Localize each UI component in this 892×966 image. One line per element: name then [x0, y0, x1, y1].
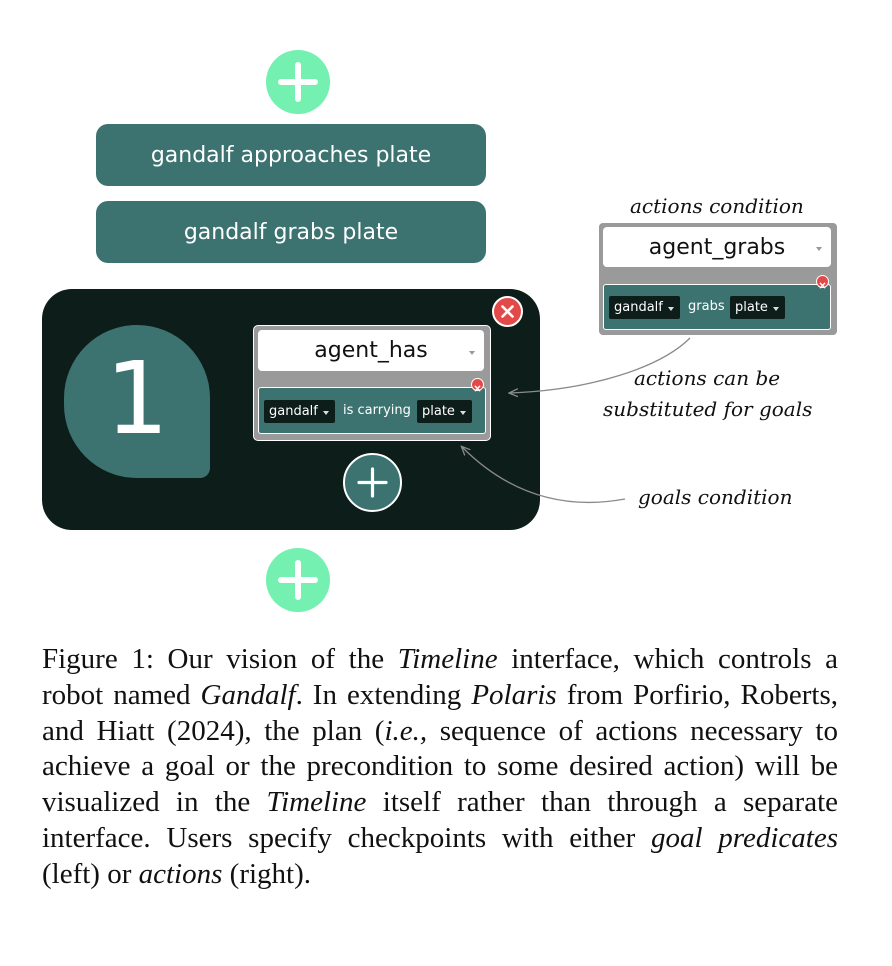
caption-emphasis: i.e., [384, 714, 428, 747]
caption-emphasis: Gandalf [200, 678, 296, 711]
agent-value: gandalf [269, 404, 318, 419]
relation-text: is carrying [343, 403, 411, 418]
figure-caption [42, 642, 838, 893]
substitution-annotation-line2: substituted for goals [603, 397, 813, 421]
actions-condition-title: actions condition [630, 194, 804, 218]
caption-text: Figure 1: Our vision of the [42, 643, 398, 675]
caption-text: interface, which controls a robot named [42, 643, 838, 711]
caption-text: from Porfirio, Roberts, and Hiatt (2024), the plan ( [42, 678, 838, 747]
goals-condition-annotation: goals condition [638, 485, 793, 509]
caption-emphasis: Timeline [266, 786, 367, 819]
caption-emphasis: goal predicates [650, 821, 839, 854]
action-predicate-name: agent_grabs [648, 234, 786, 260]
action-step-label: gandalf grabs plate [183, 219, 399, 245]
action-step-label: gandalf approaches plate [150, 142, 432, 168]
predicate-name: agent_has [314, 338, 428, 363]
action-object-value: plate [735, 300, 768, 315]
goals-condition-arrow [462, 447, 625, 502]
caption-emphasis: actions [138, 857, 223, 890]
action-agent-value: gandalf [614, 300, 663, 315]
caption-emphasis: Polaris [471, 678, 557, 711]
action-relation-text: grabs [688, 299, 725, 314]
substitution-annotation-line1: actions can be [634, 366, 781, 390]
caption-emphasis: Timeline [397, 643, 498, 675]
object-value: plate [422, 404, 455, 419]
checkpoint-number-text: 1 [105, 340, 169, 457]
caption-text: . In extending [295, 678, 472, 711]
caption-text: sequence of actions necessary to achieve a goal or the precondition to some desired action) will be visualized in the [42, 714, 838, 819]
caption-text: (right). [222, 857, 311, 890]
caption-text: itself rather than through a separate interface. Users specify checkpoints with either [42, 786, 838, 854]
caption-text: (left) or [42, 857, 139, 890]
